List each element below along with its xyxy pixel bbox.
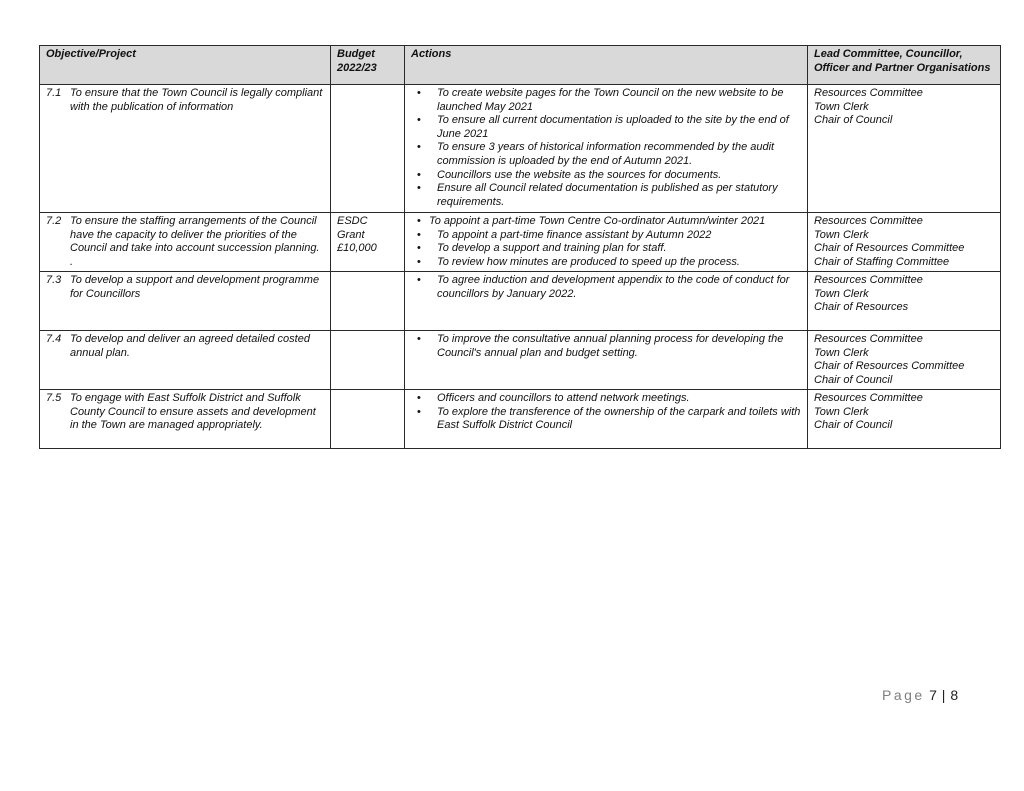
page-label: Page <box>882 687 925 703</box>
lead-item: Chair of Staffing Committee <box>814 255 950 268</box>
action-item: • To agree induction and development appendix to the code of conduct for councillors by January 2022. <box>437 274 801 301</box>
lead-cell <box>808 85 1001 213</box>
action-item: • To appoint a part-time Town Centre Co-ordinator Autumn/winter 2021 <box>429 215 801 229</box>
objective-number: 7.2 <box>46 215 62 227</box>
lead-item: Chair of Council <box>814 373 893 386</box>
page-footer <box>882 687 959 703</box>
action-item: • To improve the consultative annual planning process for developing the Council's annual plan and budget setting. <box>437 333 801 360</box>
header-budget: Budget 2022/23 <box>331 46 405 85</box>
lead-item: Resources Committee <box>814 392 923 404</box>
lead-item: Town Clerk <box>814 228 869 241</box>
page-current: 7 <box>929 687 938 703</box>
action-item: • To appoint a part-time finance assistant by Autumn 2022 <box>437 229 801 243</box>
objective-text: To engage with East Suffolk District and Suffolk County Council to ensure assets and development in the Town are managed appropriately. <box>70 392 316 432</box>
lead-item: Resources Committee <box>814 333 923 345</box>
lead-item: Chair of Resources Committee <box>814 360 965 373</box>
objective-text: To develop and deliver an agreed detailed costed annual plan. <box>70 333 310 359</box>
lead-cell <box>808 272 1001 331</box>
budget-cell <box>331 331 405 390</box>
actions-cell <box>405 331 808 390</box>
lead-cell <box>808 213 1001 272</box>
lead-item: Chair of Resources Committee <box>814 242 965 255</box>
objective-number: 7.3 <box>46 274 62 286</box>
action-item: • To ensure all current documentation is uploaded to the site by the end of June 2021 <box>437 114 801 141</box>
objective-text: To develop a support and development programme for Councillors <box>70 274 320 300</box>
table-row <box>40 272 1001 331</box>
budget-cell <box>331 390 405 449</box>
objective-number: 7.4 <box>46 333 62 345</box>
lead-item: Town Clerk <box>814 100 869 113</box>
objective-cell <box>40 272 331 331</box>
table-row <box>40 390 1001 449</box>
objective-number: 7.1 <box>46 87 62 99</box>
lead-cell <box>808 331 1001 390</box>
lead-item: Chair of Council <box>814 419 893 432</box>
table-row <box>40 85 1001 213</box>
actions-cell <box>405 213 808 272</box>
lead-item: Resources Committee <box>814 215 923 227</box>
objective-text: To ensure the staffing arrangements of the Council have the capacity to deliver the priorities of the Council and take into account succession planning. . <box>70 215 320 268</box>
actions-cell <box>405 390 808 449</box>
objective-cell <box>40 213 331 272</box>
objective-number: 7.5 <box>46 392 62 404</box>
page-separator: | <box>941 687 946 703</box>
table-row <box>40 213 1001 272</box>
lead-item: Town Clerk <box>814 346 869 359</box>
page-total: 8 <box>950 687 959 703</box>
lead-item: Chair of Resources <box>814 301 909 314</box>
lead-item: Resources Committee <box>814 87 923 99</box>
header-lead: Lead Committee, Councillor, Officer and Partner Organisations <box>808 46 1001 85</box>
objective-cell <box>40 85 331 213</box>
action-item: • To ensure 3 years of historical information recommended by the audit commission is uploaded by the end of Autumn 2021. <box>437 141 801 168</box>
action-item: • Ensure all Council related documentation is published as per statutory requirements. <box>437 182 801 209</box>
objective-text: To ensure that the Town Council is legally compliant with the publication of information <box>70 87 323 113</box>
action-item: • Officers and councillors to attend network meetings. <box>437 392 801 406</box>
action-item: • To develop a support and training plan for staff. <box>437 242 801 256</box>
annual-plan-table <box>39 45 1001 449</box>
lead-item: Town Clerk <box>814 405 869 418</box>
objective-cell <box>40 390 331 449</box>
lead-cell <box>808 390 1001 449</box>
actions-cell <box>405 272 808 331</box>
action-item: • To review how minutes are produced to speed up the process. <box>437 256 801 270</box>
objective-cell <box>40 331 331 390</box>
table-header-row <box>40 46 1001 85</box>
header-objective: Objective/Project <box>40 46 331 85</box>
budget-cell <box>331 85 405 213</box>
action-item: • To create website pages for the Town Council on the new website to be launched May 2021 <box>437 87 801 114</box>
action-item: • To explore the transference of the ownership of the carpark and toilets with East Suffolk District Council <box>437 406 801 433</box>
lead-item: Chair of Council <box>814 114 893 127</box>
header-actions: Actions <box>405 46 808 85</box>
table-row <box>40 331 1001 390</box>
actions-cell <box>405 85 808 213</box>
budget-cell: ESDC Grant £10,000 <box>331 213 405 272</box>
lead-item: Town Clerk <box>814 287 869 300</box>
action-item: • Councillors use the website as the sources for documents. <box>437 169 801 183</box>
lead-item: Resources Committee <box>814 274 923 286</box>
budget-cell <box>331 272 405 331</box>
